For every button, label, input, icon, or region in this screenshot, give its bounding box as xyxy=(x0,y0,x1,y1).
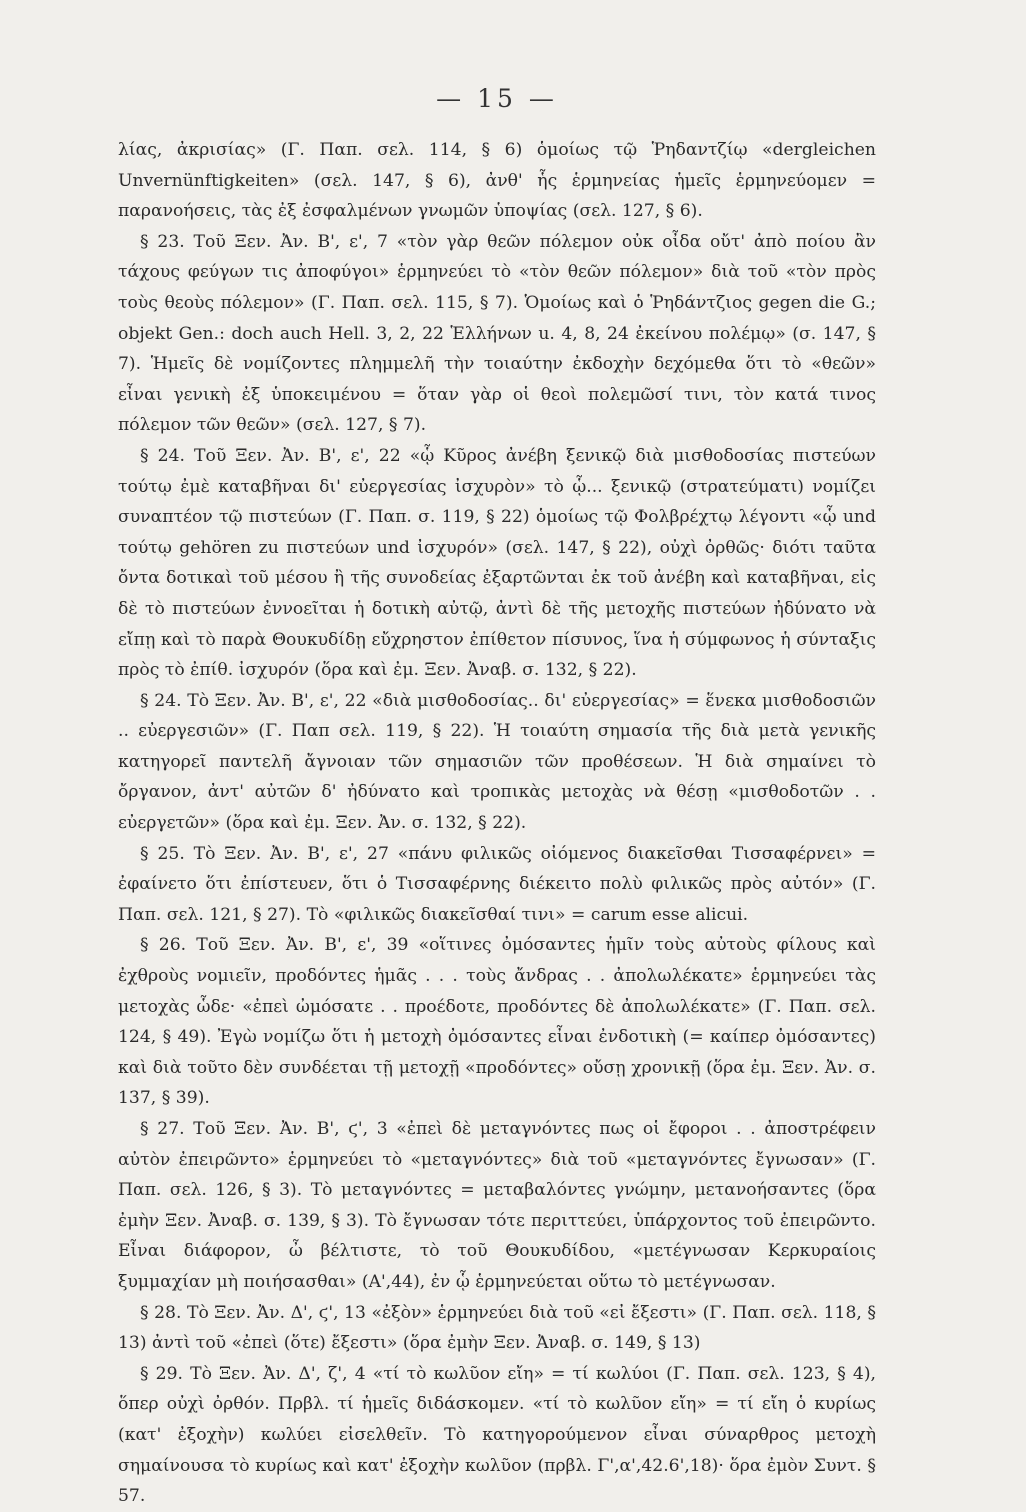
paragraph-section-24-a: § 24. Τοῦ Ξεν. Ἀν. Β', ε', 22 «ᾧ Κῦρος ἀνέβη ξενικῷ διὰ μισθοδοσίας πιστεύων τούτῳ ἐμὲ καταβῆναι δι' εὐεργεσίας ἰσχυρὸν» τὸ ᾧ... ξενικῷ (στρατεύματι) νομίζει συναπτέον τῷ πιστεύων (Γ. Παπ. σ. 119, § 22) ὁμοίως τῷ Φολβρέχτῳ λέγοντι «ᾧ und τούτῳ gehören zu πιστεύων und ἰσχυρόν» (σελ. 147, § 22), οὐχὶ ὀρθῶς· διότι ταῦτα ὄντα δοτικαὶ τοῦ μέσου ἢ τῆς συνοδείας ἐξαρτῶνται ἐκ τοῦ ἀνέβη καὶ καταβῆναι, εἰς δὲ τὸ πιστεύων ἐννοεῖται ἡ δοτικὴ αὐτῷ, ἀντὶ δὲ τῆς μετοχῆς πιστεύων ἠδύνατο νὰ εἴπῃ καὶ τὸ παρὰ Θουκυδίδῃ εὔχρηστον ἐπίθετον πίσυνος, ἵνα ἡ σύμφωνος ἡ σύνταξις πρὸς τὸ ἐπίθ. ἰσχυρόν (ὅρα καὶ ἐμ. Ξεν. Ἀναβ. σ. 132, § 22). xyxy=(118,445,876,681)
page-number: — 15 — xyxy=(436,84,558,113)
paragraph-section-25: § 25. Τὸ Ξεν. Ἀν. Β', ε', 27 «πάνυ φιλικῶς οἰόμενος διακεῖσθαι Τισσαφέρνει» = ἐφαίνετο ὅτι ἐπίστευεν, ὅτι ὁ Τισσαφέρνης διέκειτο πολὺ φιλικῶς πρὸς αὐτόν» (Γ. Παπ. σελ. 121, § 27). Τὸ «φιλικῶς διακεῖσθαί τινι» = carum esse alicui. xyxy=(118,843,876,925)
paragraph-continuation: λίας, ἀκρισίας» (Γ. Παπ. σελ. 114, § 6) ὁμοίως τῷ Ῥηδαντζίῳ «dergleichen Unvernünftigkeiten» (σελ. 147, § 6), ἀνθ' ἧς ἑρμηνείας ἡμεῖς ἑρμηνεύομεν = παρανοήσεις, τὰς ἐξ ἐσφαλμένων γνωμῶν ὑποψίας (σελ. 127, § 6). xyxy=(118,140,876,222)
page-body xyxy=(118,135,876,1512)
paragraph-section-28: § 28. Τὸ Ξεν. Ἀν. Δ', ϛ', 13 «ἐξὸν» ἑρμηνεύει διὰ τοῦ «εἰ ἔξεστι» (Γ. Παπ. σελ. 118, § 13) ἀντὶ τοῦ «ἐπεὶ (ὅτε) ἔξεστι» (ὅρα ἐμὴν Ξεν. Ἀναβ. σ. 149, § 13) xyxy=(118,1302,876,1354)
paragraph-section-23: § 23. Τοῦ Ξεν. Ἀν. Β', ε', 7 «τὸν γὰρ θεῶν πόλεμον οὐκ οἶδα οὔτ' ἀπὸ ποίου ἂν τάχους φεύγων τις ἀποφύγοι» ἑρμηνεύει τὸ «τὸν θεῶν πόλεμον» διὰ τοῦ «τὸν πρὸς τοὺς θεοὺς πόλεμον» (Γ. Παπ. σελ. 115, § 7). Ὁμοίως καὶ ὁ Ῥηδάντζιος gegen die G.; objekt Gen.: doch auch Hell. 3, 2, 22 Ἑλλήνων u. 4, 8, 24 ἐκείνου πολέμῳ» (σ. 147, § 7). Ἡμεῖς δὲ νομίζοντες πλημμελῆ τὴν τοιαύτην ἐκδοχὴν δεχόμεθα ὅτι τὸ «θεῶν» εἶναι γενικὴ ἐξ ὑποκειμένου = ὅταν γὰρ οἱ θεοὶ πολεμῶσί τινι, τὸν κατά τινος πόλεμον τῶν θεῶν» (σελ. 127, § 7). xyxy=(118,231,876,436)
paragraph-section-24-b: § 24. Τὸ Ξεν. Ἀν. Β', ε', 22 «διὰ μισθοδοσίας.. δι' εὐεργεσίας» = ἕνεκα μισθοδοσιῶν .. εὐεργεσιῶν» (Γ. Παπ σελ. 119, § 22). Ἡ τοιαύτη σημασία τῆς διὰ μετὰ γενικῆς κατηγορεῖ παντελῆ ἄγνοιαν τῶν σημασιῶν τῶν προθέσεων. Ἡ διὰ σημαίνει τὸ ὄργανον, ἀντ' αὐτῶν δ' ἠδύνατο καὶ τροπικὰς μετοχὰς νὰ θέσῃ «μισθοδοτῶν . . εὐεργετῶν» (ὅρα καὶ ἐμ. Ξεν. Ἀν. σ. 132, § 22). xyxy=(118,690,876,834)
paragraph-section-26: § 26. Τοῦ Ξεν. Ἀν. Β', ε', 39 «οἵτινες ὀμόσαντες ἡμῖν τοὺς αὐτοὺς φίλους καὶ ἐχθροὺς νομιεῖν, προδόντες ἡμᾶς . . . τοὺς ἄνδρας . . ἀπολωλέκατε» ἑρμηνεύει τὰς μετοχὰς ὧδε· «ἐπεὶ ὠμόσατε . . προέδοτε, προδόντες δὲ ἀπολωλέκατε» (Γ. Παπ. σελ. 124, § 49). Ἐγὼ νομίζω ὅτι ἡ μετοχὴ ὀμόσαντες εἶναι ἐνδοτικὴ (= καίπερ ὀμόσαντες) καὶ διὰ τοῦτο δὲν συνδέεται τῇ μετοχῇ «προδόντες» οὔσῃ χρονικῇ (ὅρα ἐμ. Ξεν. Ἀν. σ. 137, § 39). xyxy=(118,935,876,1109)
paragraph-section-27: § 27. Τοῦ Ξεν. Ἀν. Β', ϛ', 3 «ἐπεὶ δὲ μεταγνόντες πως οἱ ἔφοροι . . ἀποστρέφειν αὐτὸν ἐπειρῶντο» ἑρμηνεύει τὸ «μεταγνόντες» διὰ τοῦ «μεταγνόντες ἔγνωσαν» (Γ. Παπ. σελ. 126, § 3). Τὸ μεταγνόντες = μεταβαλόντες γνώμην, μετανοήσαντες (ὅρα ἐμὴν Ξεν. Ἀναβ. σ. 139, § 3). Τὸ ἔγνωσαν τότε περιττεύει, ὑπάρχοντος τοῦ ἐπειρῶντο. Εἶναι διάφορον, ὦ βέλτιστε, τὸ τοῦ Θουκυδίδου, «μετέγνωσαν Κερκυραίοις ξυμμαχίαν μὴ ποιήσασθαι» (Α',44), ἐν ᾧ ἑρμηνεύεται οὕτω τὸ μετέγνωσαν. xyxy=(118,1119,876,1292)
paragraph-section-29: § 29. Τὸ Ξεν. Ἀν. Δ', ζ', 4 «τί τὸ κωλῦον εἴη» = τί κωλύοι (Γ. Παπ. σελ. 123, § 4), ὅπερ οὐχὶ ὀρθόν. Πρβλ. τί ἡμεῖς διδάσκομεν. «τί τὸ κωλῦον εἴη» = τί εἴη ὁ κυρίως (κατ' ἐξοχὴν) κωλύει εἰσελθεῖν. Τὸ κατηγορούμενον εἶναι σύναρθρος μετοχὴ σημαίνουσα τὸ κυρίως καὶ κατ' ἐξοχὴν κωλῦον (πρβλ. Γ',α',42.6',18)· ὅρα ἐμὸν Συντ. § 57. xyxy=(118,1363,876,1507)
